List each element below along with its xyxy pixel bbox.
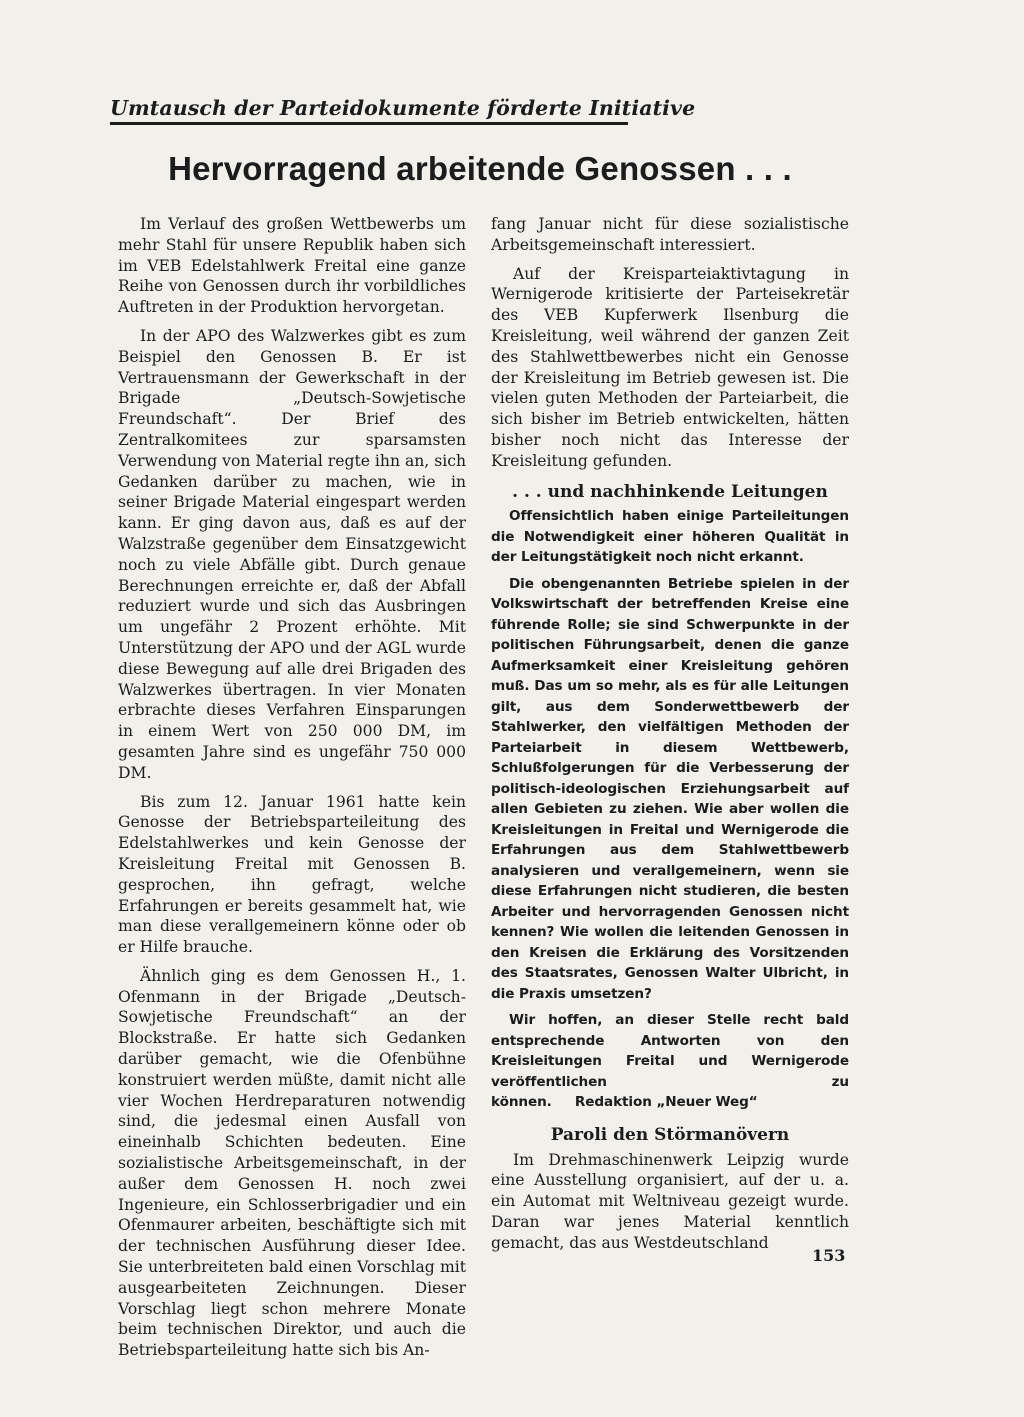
signature: Redaktion „Neuer Weg“	[574, 1094, 758, 1111]
paragraph-continuation: fang Januar nicht für diese sozialistische Arbeitsgemeinschaft interessiert.	[491, 215, 849, 254]
paragraph: Bis zum 12. Januar 1961 hatte kein Genosse der Betriebsparteileitung des Edelstahlwerkes und kein Genosse der Kreisleitung Freital mit Genossen B. gesprochen, ihn gefragt, welche Erfahrungen er bereits gesammelt hat, wie man diese verallgemeinern könne oder ob er Hilfe brauche.	[118, 792, 466, 957]
paragraph: In der APO des Walzwerkes gibt es zum Beispiel den Genossen B. Er ist Vertrauensmann der Gewerkschaft in der Brigade „Deutsch-Sowjetische Freundschaft“. Der Brief des Zentralkomitees zur sparsamsten Verwendung von Material regte ihn an, sich Gedanken darüber zu machen, wie in seiner Brigade Material eingespart werden kann. Er ging davon aus, daß es auf der Walzstraße gegenüber dem Einsatzgewicht noch zu viele Abfälle gibt. Durch genaue Berechnungen erreichte er, daß der Abfall reduziert wurde und sich das Ausbringen um ungefähr 2 Prozent erhöhte. Mit Unterstützung der APO und der AGL wurde diese Bewegung auf alle drei Brigaden des Walzwerkes übertragen. In vier Monaten erbrachte dieses Verfahren Einsparungen in einem Wert von 250 000 DM, im gesamten Jahre sind es ungefähr 750 000 DM.	[118, 326, 466, 782]
page-number: 153	[812, 1246, 846, 1265]
paragraph: Im Verlauf des großen Wettbewerbs um mehr Stahl für unsere Republik haben sich im VEB Edelstahlwerk Freital eine ganze Reihe von Genossen durch ihr vorbildliches Auftreten in der Produktion hervorgetan.	[118, 215, 466, 317]
bold-paragraph: Offensichtlich haben einige Parteileitungen die Notwendigkeit einer höheren Qualität in der Leitungstätigkeit noch nicht erkannt.	[491, 508, 849, 566]
bold-paragraph	[491, 1010, 849, 1113]
right-column	[491, 214, 849, 1262]
subheading: . . . und nachhinkende Leitungen	[512, 481, 828, 502]
bold-paragraph: Die obengenannten Betriebe spielen in der Volkswirtschaft der betreffenden Kreise eine führende Rolle; sie sind Schwerpunkte in der politischen Führungsarbeit, denen die ganze Aufmerksamkeit einer Kreisleitung gehören muß. Das um so mehr, als es für alle Leitungen gilt, aus dem Sonderwettbewerb der Stahlwerker, den vielfältigen Methoden der Parteiarbeit in diesem Wettbewerb, Schlußfolgerungen für die Verbesserung der politisch-ideologischen Erziehungsarbeit auf allen Gebieten zu ziehen. Wie aber wollen die Kreisleitungen in Freital und Wernigerode die Erfahrungen aus dem Stahlwettbewerb analysieren und verallgemeinern, wenn sie diese Erfahrungen nicht studieren, die besten Arbeiter und hervorragenden Genossen nicht kennen? Wie wollen die leitenden Genossen in den Kreisen die Erklärung des Vorsitzenden des Staatsrates, Genossen Walter Ulbricht, in die Praxis umsetzen?	[491, 575, 849, 1002]
article-headline: Hervorragend arbeitende Genossen . . .	[168, 150, 792, 187]
editorial-block	[491, 506, 849, 1113]
bold-paragraph-text: Wir hoffen, an dieser Stelle recht bald entsprechende Antworten von den Kreisleitungen Freital und Wernigerode veröffentlichen zu können.	[491, 1012, 849, 1111]
left-column	[118, 214, 466, 1369]
subheading: Paroli den Störmanövern	[550, 1124, 790, 1145]
kicker-heading: Umtausch der Parteidokumente förderte Initiative	[110, 96, 628, 125]
paragraph: Im Drehmaschinenwerk Leipzig wurde eine Ausstellung organisiert, auf der u. a. ein Automat mit Weltniveau gezeigt wurde. Daran war jenes Material kenntlich gemacht, das aus Westdeutschland	[491, 1150, 849, 1252]
paragraph: Ähnlich ging es dem Genossen H., 1. Ofenmann in der Brigade „Deutsch-Sowjetische Freundschaft“ an der Blockstraße. Er hatte sich Gedanken darüber gemacht, wie die Ofenbühne konstruiert werden müßte, damit nicht alle vier Wochen Herdreparaturen notwendig sind, die jedesmal einen Ausfall von eineinhalb Schichten bedeuten. Eine sozialistische Arbeitsgemeinschaft, in der außer dem Genossen H. noch zwei Ingenieure, ein Schlosserbrigadier und ein Ofenmaurer arbeiten, beschäftigte sich mit der technischen Ausführung dieser Idee. Sie unterbreiteten bald einen Vorschlag mit ausgearbeiteten Zeichnungen. Dieser Vorschlag liegt schon mehrere Monate beim technischen Direktor, und auch die Betriebsparteileitung hatte sich bis An-	[118, 966, 466, 1360]
paragraph: Auf der Kreisparteiaktivtagung in Wernigerode kritisierte der Parteisekretär des VEB Kupferwerk Ilsenburg die Kreisleitung, weil während der ganzen Zeit des Stahlwettbewerbes nicht ein Genosse der Kreisleitung im Betrieb gewesen ist. Die vielen guten Methoden der Parteiarbeit, die sich bisher im Betrieb entwickelten, hätten bisher noch nicht das Interesse der Kreisleitung gefunden.	[491, 264, 849, 470]
